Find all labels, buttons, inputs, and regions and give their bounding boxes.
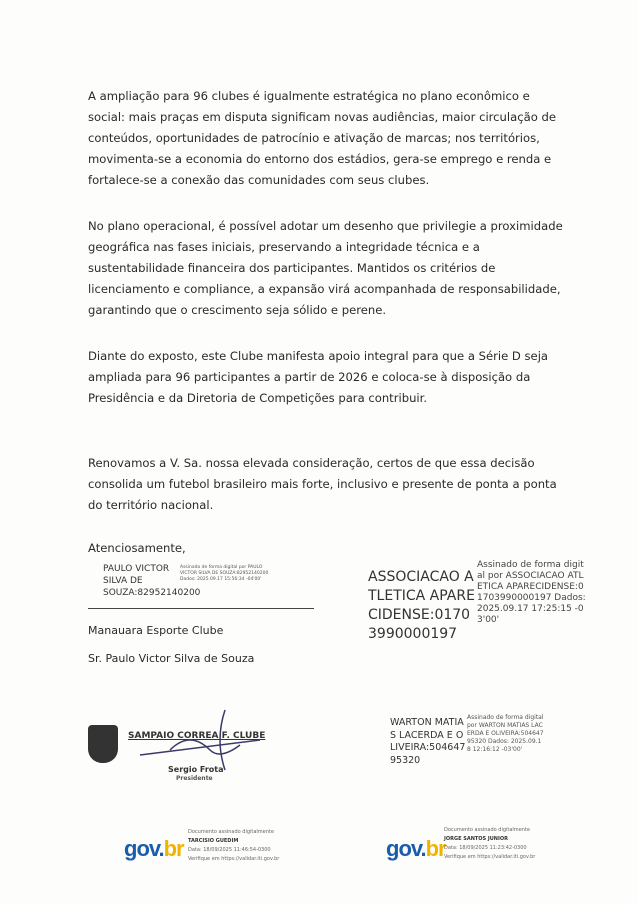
govbr-verify: Verifique em https://validar.iti.gov.br — [444, 854, 536, 860]
person-name: Sr. Paulo Victor Silva de Souza — [88, 652, 255, 665]
govbr-date: Data: 18/09/2025 11:46:54-0300 — [188, 847, 271, 853]
signature-stamp: Assinado de forma digital por WARTON MATIAS LACERDA E OLIVEIRA:50464795320 Dados: 2025.09.18 12:16:12 -03'00' — [467, 714, 544, 753]
govbr-header: Documento assinado digitalmente — [188, 829, 274, 835]
paragraph: Renovamos a V. Sa. nossa elevada consideração, certos de que essa decisão consolida um futebol brasileiro mais forte, inclusivo e presente de ponta a ponta do território nacional. — [88, 456, 557, 512]
govbr-header: Documento assinado digitalmente — [444, 827, 530, 833]
govbr-stamp — [188, 828, 328, 864]
person-name: Sergio Frota — [168, 765, 224, 774]
club-crest-icon — [88, 725, 118, 763]
govbr-stamp — [444, 826, 584, 862]
signer-name: WARTON MATIAS LACERDA E OLIVEIRA:50464795320 — [390, 717, 466, 766]
signature-line — [88, 608, 314, 609]
club-name: SAMPAIO CORREA F. CLUBE — [128, 731, 266, 741]
paragraph: No plano operacional, é possível adotar um desenho que privilegie a proximidade geográfica nas fases iniciais, preservando a integridade técnica e a sustentabilidade financeira dos participantes. Mantidos os critérios de licenciamento e compliance, a expansão virá acompanhada de responsabilidade, garantindo que o crescimento seja sólido e perene. — [88, 219, 563, 317]
govbr-verify: Verifique em https://validar.iti.gov.br — [188, 856, 280, 862]
govbr-signer: JORGE SANTOS JUNIOR — [444, 836, 508, 842]
club-name: Manauara Esporte Clube — [88, 624, 224, 637]
signer-name: ASSOCIACAO ATLETICA APARECIDENSE:01703990000197 — [368, 569, 475, 642]
govbr-logo: gov.br — [124, 836, 184, 861]
paragraph: Diante do exposto, este Clube manifesta apoio integral para que a Série D seja ampliada para 96 participantes a partir de 2026 e coloca-se à disposição da Presidência e da Diretoria de Competições para contribuir. — [88, 349, 549, 405]
person-role: Presidente — [176, 775, 213, 782]
signature-stamp: Assinado de forma digital por PAULO VICTOR SILVA DE SOUZA:82952140200 Dados: 2025.09.17 15:56:34 -04'00' — [180, 565, 269, 582]
signer-name: PAULO VICTOR SILVA DE SOUZA:82952140200 — [103, 564, 201, 598]
paragraph: A ampliação para 96 clubes é igualmente estratégica no plano econômico e social: mais praças em disputa significam novas audiências, maior circulação de conteúdos, oportunidades de patrocínio e ativação de marcas; nos territórios, movimenta-se a economia do entorno dos estádios, gera-se emprego e renda e fortalece-se a conexão das comunidades com seus clubes. — [88, 89, 556, 187]
govbr-logo: gov.br — [386, 836, 446, 861]
govbr-date: Data: 18/09/2025 11:23:42-0300 — [444, 845, 527, 851]
govbr-signer: TARCISIO GUEDIM — [188, 838, 239, 844]
signature-stamp: Assinado de forma digital por ASSOCIACAO ATLETICA APARECIDENSE:01703990000197 Dados: 2025.09.17 17:25:15 -03'00' — [477, 560, 586, 625]
closing: Atenciosamente, — [88, 541, 186, 555]
